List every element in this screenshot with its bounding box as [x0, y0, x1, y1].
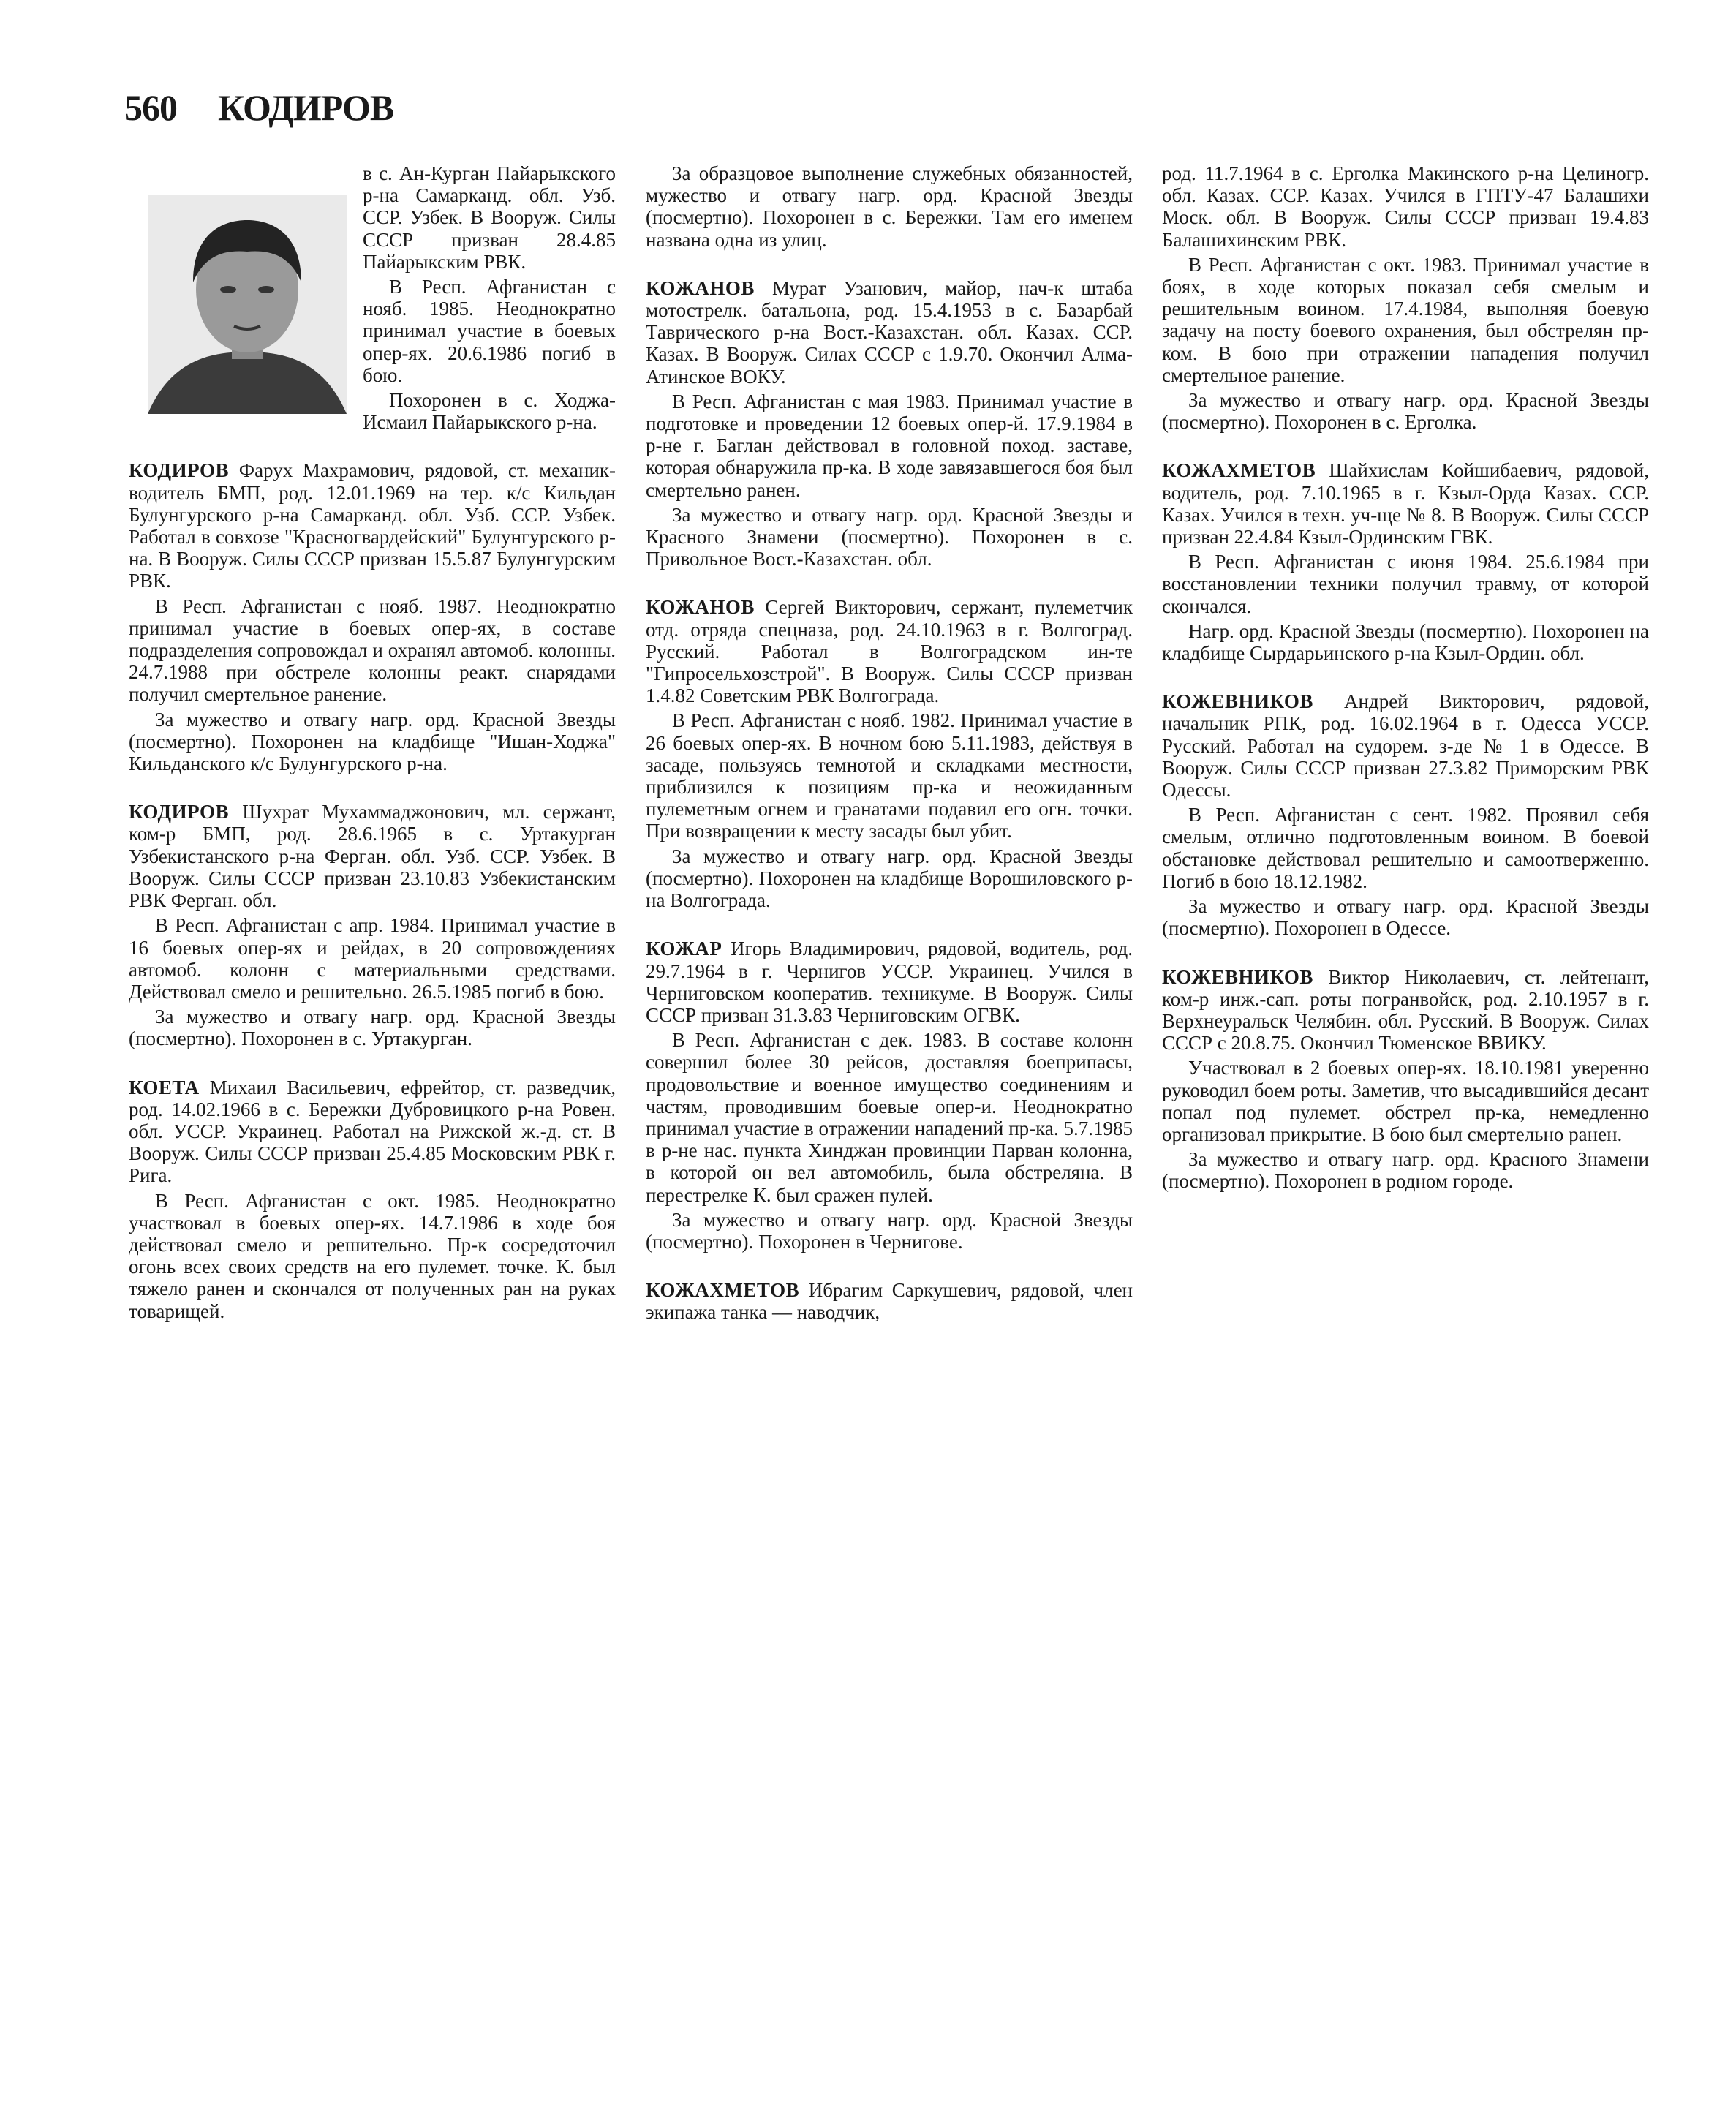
column-1	[129, 162, 616, 1349]
entry-text: Шайхислам Койшибаевич, рядовой, водитель, род. 7.10.1965 в г. Кзыл-Орда Казах. ССР. Казах. Учился в техн. уч-ще № 8. В Вооруж. Силы СССР призван 22.4.84 Кзыл-Ординским ГВК.	[1162, 459, 1650, 548]
entry-kodirov-farukh	[129, 459, 616, 774]
entry-name: КОЖАХМЕТОВ	[1162, 459, 1316, 482]
entry-text: За мужество и отвагу нагр. орд. Красной Звезды (посмертно). Похоронен в с. Уртакурган.	[129, 1006, 616, 1050]
entry-continued-kozhakhmetov	[1162, 162, 1649, 433]
portrait-icon	[148, 195, 347, 414]
entry-kozhar	[646, 938, 1133, 1253]
entry-text: В Респ. Афганистан с сент. 1982. Проявил себя смелым, отлично подготовленным воином. В боевой обстановке действовал решительно и самоотверженно. Погиб в бою 18.12.1982.	[1162, 804, 1649, 892]
entry-text: За мужество и отвагу нагр. орд. Красной Звезды (посмертно). Похоронен в с. Ерголка.	[1162, 389, 1649, 434]
entry-text: За образцовое выполнение служебных обязанностей, мужество и отвагу нагр. орд. Красной Звезды (посмертно). Похоронен в с. Бережки. Там его именем названа одна из улиц.	[646, 162, 1133, 251]
entry-text: Нагр. орд. Красной Звезды (посмертно). Похоронен на кладбище Сырдарьинского р-на Кзыл-Ордин. обл.	[1162, 619, 1649, 665]
entry-kozhanov-murat	[646, 277, 1133, 570]
entry-text: В Респ. Афганистан с нояб. 1982. Принимал участие в 26 боевых опер-ях. В ночном бою 5.11.1983, действуя в засаде, пользуясь темнотой и складками местности, приблизился к позициям пр-ка и неожиданным пулеметным огнем и гранатами подавил его огн. точки. При возвращении к месту засады был убит.	[646, 709, 1133, 842]
running-head: КОДИРОВ	[218, 87, 394, 128]
entry-kozhevnikov-viktor	[1162, 966, 1649, 1193]
entry-continued-koeta	[646, 162, 1133, 251]
entry-text: В Респ. Афганистан с мая 1983. Принимал участие в подготовке и проведении 12 боевых опер-й. 17.9.1984 в р-не г. Баглан действовал в головной поход. заставе, которая обнаружила пр-ка. В ходе завязавшегося боя был смертельно ранен.	[646, 390, 1133, 501]
entry-text: За мужество и отвагу нагр. орд. Красной Звезды (посмертно). Похоронен в Одессе.	[1162, 895, 1649, 940]
entry-text: За мужество и отвагу нагр. орд. Красной Звезды (посмертно). Похоронен на кладбище Ворошиловского р-на Волгограда.	[646, 845, 1133, 912]
entry-text: В Респ. Афганистан с нояб. 1985. Неоднократно принимал участие в боевых опер-ях. 20.6.1986 погиб в бою.	[363, 276, 616, 386]
entry-text: Похоронен в с. Ходжа-Исмаил Пайарыкского р-на.	[363, 389, 616, 434]
entry-name: КОДИРОВ	[129, 459, 229, 482]
entry-text: В Респ. Афганистан с нояб. 1987. Неоднократно принимал участие в боевых опер-ях, в составе подразделения сопровождал и охранял автомоб. колонны. 24.7.1988 при обстреле колонны реакт. снарядами получил смертельное ранение.	[129, 595, 616, 706]
entry-name: КОЖАР	[646, 938, 722, 960]
column-2	[646, 162, 1133, 1350]
entry-text: Сергей Викторович, сержант, пулеметчик отд. отряда спецназа, род. 24.10.1963 в г. Волгоград. Русский. Работал в Волгоградском ин-те "Гипросельхозстрой". В Вооруж. Силы СССР призван 1.4.82 Советским РВК Волгограда.	[646, 596, 1133, 707]
entry-text: Ибрагим Саркушевич, рядовой, член экипажа танка — наводчик,	[646, 1279, 1133, 1324]
entry-kozhakhmetov-shaykhislam	[1162, 459, 1649, 664]
entry-text: Андрей Викторович, рядовой, начальник РПК, род. 16.02.1964 в г. Одесса УССР. Русский. Работал на судорем. з-де № 1 в Одессе. В Вооруж. Силы СССР призван 27.3.82 Приморским РВК Одессы.	[1162, 690, 1650, 802]
portrait-photo	[148, 195, 347, 414]
entry-kozhakhmetov-ibragim	[646, 1279, 1133, 1323]
entry-kozhanov-sergey	[646, 596, 1133, 911]
entry-text: В Респ. Афганистан с дек. 1983. В составе колонн совершил более 30 рейсов, доставляя боеприпасы, продовольствие и военное имущество соединениям и частям, проводившим боевые опер-и. Неоднократно принимал участие в отражении нападений пр-ка. 5.7.1985 в р-не нас. пункта Хинджан провинции Парван колонна, в которой он вел автомобиль, была обстреляна. В перестрелке К. был сражен пулей.	[646, 1029, 1133, 1206]
entry-text: Игорь Владимирович, рядовой, водитель, род. 29.7.1964 в г. Чернигов УССР. Украинец. Учился в Черниговском кооператив. техникуме. В Вооруж. Силы СССР призван 31.3.83 Черниговским ОГВК.	[646, 938, 1133, 1026]
entry-text: За мужество и отвагу нагр. орд. Красной Звезды и Красного Знамени (посмертно). Похоронен в с. Привольное Вост.-Казахстан. обл.	[646, 503, 1133, 570]
entry-name: КОЖАНОВ	[646, 276, 755, 299]
column-3	[1162, 162, 1649, 1219]
entry-name: КОЖЕВНИКОВ	[1162, 690, 1313, 713]
page-header	[124, 86, 393, 137]
entry-text: В Респ. Афганистан с окт. 1983. Принимал участие в боях, в ходе которых показал себя смелым и решительным воином. 17.4.1984, выполняя боевую задачу на посту боевого охранения, был обстрелян пр-ком. В бою при отражении нападения получил смертельное ранение.	[1162, 253, 1649, 386]
entry-text: За мужество и отвагу нагр. орд. Красной Звезды (посмертно). Похоронен в Чернигове.	[646, 1208, 1133, 1253]
entry-name: КОЖАХМЕТОВ	[646, 1279, 800, 1302]
entry-text: Мурат Узанович, майор, нач-к штаба мотострелк. батальона, род. 15.4.1953 в с. Базарбай Таврического р-на Вост.-Казахстан. обл. Казах. ССР. Казах. В Вооруж. Силах СССР с 1.9.70. Окончил Алма-Атинское ВОКУ.	[646, 276, 1133, 388]
entry-text: Виктор Николаевич, ст. лейтенант, ком-р инж.-сап. роты погранвойск, род. 2.10.1957 в г. Верхнеуральск Челябин. обл. Русский. В Вооруж. Силах СССР с 20.8.75. Окончил Тюменское ВВИКУ.	[1162, 965, 1649, 1055]
entry-text: В Респ. Афганистан с июня 1984. 25.6.1984 при восстановлении техники получил травму, от которой скончался.	[1162, 551, 1649, 617]
entry-text: В Респ. Афганистан с окт. 1985. Неоднократно участвовал в боевых опер-ях. 14.7.1986 в ходе боя действовал смело и решительно. Пр-к сосредоточил огонь всех своих средств на его пулемет. точке. К. был тяжело ранен и скончался от полученных ран на руках товарищей.	[129, 1189, 616, 1322]
entry-text: За мужество и отвагу нагр. орд. Красной Звезды (посмертно). Похоронен на кладбище "Ишан-Ходжа" Кильданского к/с Булунгурского р-на.	[129, 708, 616, 775]
entry-continued-kodirov	[129, 162, 616, 433]
entry-text: Михаил Васильевич, ефрейтор, ст. разведчик, род. 14.02.1966 в с. Бережки Дубровицкого р-на Ровен. обл. УССР. Украинец. Работал на Рижской ж.-д. ст. В Вооруж. Силы СССР призван 25.4.85 Московским РВК г. Рига.	[129, 1076, 616, 1187]
page-number: 560	[124, 87, 177, 128]
entry-name: КОЕТА	[129, 1076, 200, 1098]
entry-text: В Респ. Афганистан с апр. 1984. Принимал участие в 16 боевых опер-ях и рейдах, в 20 сопровождениях автомоб. колонн с материальными средствами. Действовал смело и решительно. 26.5.1985 погиб в бою.	[129, 914, 616, 1003]
entry-name: КОДИРОВ	[129, 801, 229, 823]
entry-text: За мужество и отвагу нагр. орд. Красного Знамени (посмертно). Похоронен в родном городе.	[1162, 1148, 1649, 1193]
entry-kozhevnikov-andrey	[1162, 690, 1649, 939]
entry-koeta	[129, 1076, 616, 1322]
entry-kodirov-shukhrat	[129, 801, 616, 1049]
entry-name: КОЖАНОВ	[646, 596, 755, 619]
entry-text: Фарух Махрамович, рядовой, ст. механик-водитель БМП, род. 12.01.1969 на тер. к/с Кильдан Булунгурского р-на Самарканд. обл. Узб. ССР. Узбек. Работал в совхозе "Красногвардейский" Булунгурского р-на. В Вооруж. Силы СССР призван 15.5.87 Булунгурским РВК.	[129, 459, 616, 592]
entry-text: Участвовал в 2 боевых опер-ях. 18.10.1981 уверенно руководил боем роты. Заметив, что высадившийся десант попал под пулемет. обстрел пр-ка, немедленно организовал прикрытие. В бою был смертельно ранен.	[1162, 1057, 1649, 1145]
entry-text: род. 11.7.1964 в с. Ерголка Макинского р-на Целиногр. обл. Казах. ССР. Казах. Учился в ГПТУ-47 Балашихи Моск. обл. В Вооруж. Силы СССР призван 19.4.83 Балашихинским РВК.	[1162, 162, 1649, 251]
entry-name: КОЖЕВНИКОВ	[1162, 965, 1313, 988]
entry-text: в с. Ан-Курган Пайарыкского р-на Самарканд. обл. Узб. ССР. Узбек. В Вооруж. Силы СССР призван 28.4.85 Пайарыкским РВК.	[363, 162, 616, 273]
entry-text: Шухрат Мухаммаджонович, мл. сержант, ком-р БМП, род. 28.6.1965 в с. Уртакурган Узбекистанского р-на Ферган. обл. Узб. ССР. Узбек. В Вооруж. Силы СССР призван 23.10.83 Узбекистанским РВК Ферган. обл.	[129, 801, 616, 912]
